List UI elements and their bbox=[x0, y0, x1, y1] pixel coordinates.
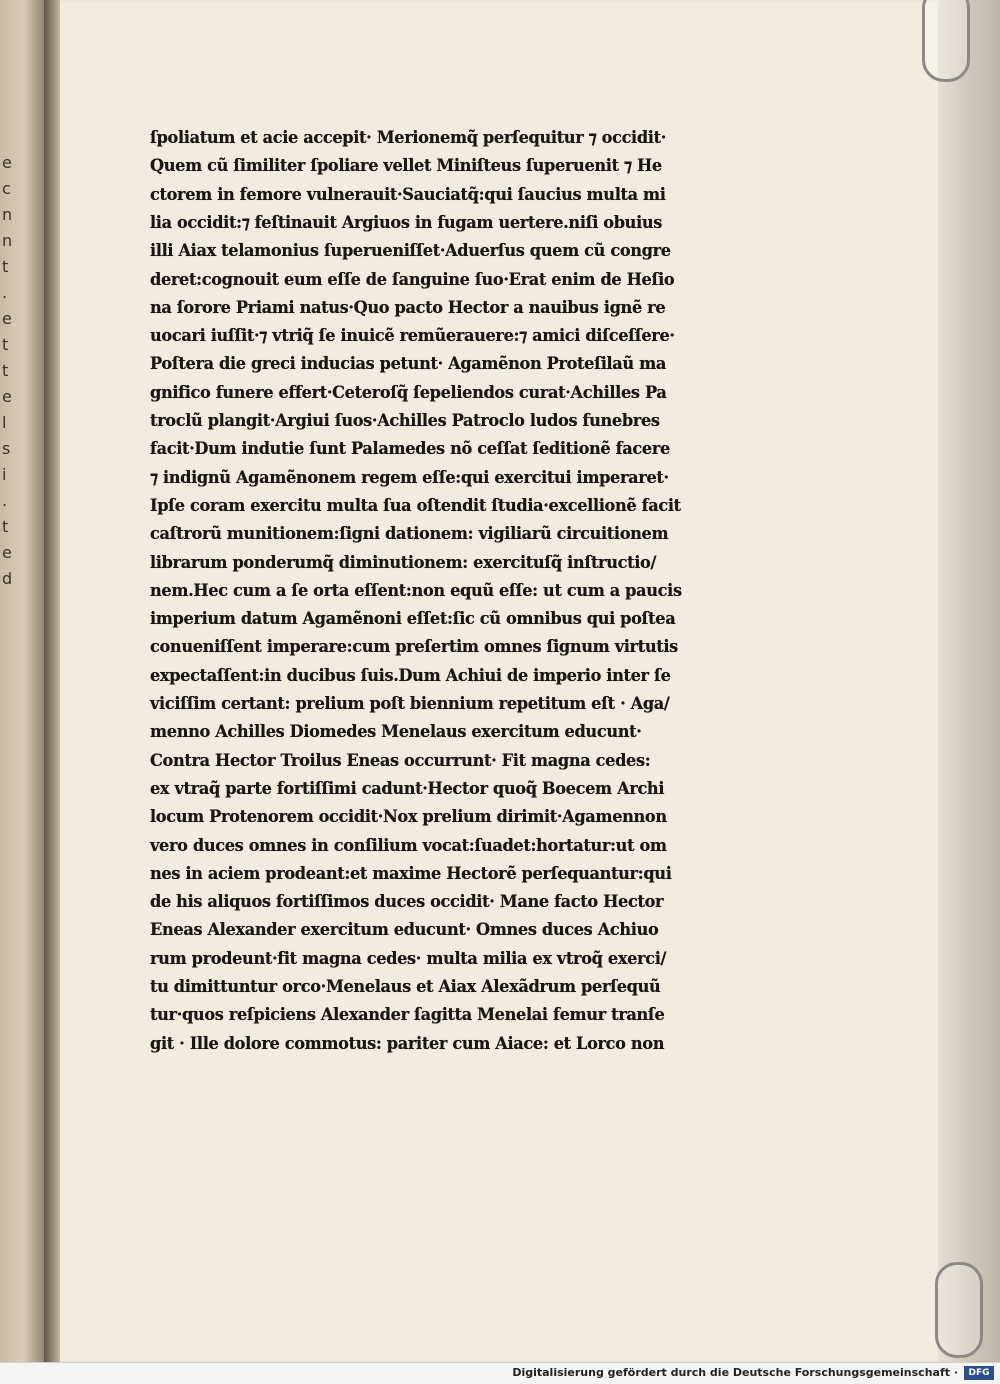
left-page-text-fragments: e c n n t . e t t e l s i . t e d bbox=[2, 153, 13, 588]
text-line: gnifico funere effert·Ceteroſq̃ ſepeliendos curat·Achilles Pa bbox=[150, 382, 667, 402]
text-line: ctorem in femore vulnerauit·Sauciatq̃:qui ſaucius multa mi bbox=[150, 184, 666, 204]
text-line: facit·Dum indutie ſunt Palamedes nõ ceſſat ſeditionẽ facere bbox=[150, 439, 670, 459]
text-line: expectaſſent:in ducibus ſuis.Dum Achiui de imperio inter ſe bbox=[150, 665, 671, 685]
text-line: librarum ponderumq̃ diminutionem: exercituſq̃ inſtructio/ bbox=[150, 552, 657, 572]
text-line: menno Achilles Diomedes Menelaus exercitum educunt· bbox=[150, 722, 642, 742]
text-line: viciſſim certant: prelium poſt biennium repetitum eſt · Aga/ bbox=[150, 694, 670, 713]
text-line: conueniſſent imperare:cum preſertim omnes ſignum virtutis bbox=[150, 637, 678, 657]
text-line: imperium datum Agamẽnoni eſſet:ſic cũ omnibus qui poſtea bbox=[150, 609, 676, 629]
dfg-logo: DFG bbox=[964, 1366, 994, 1380]
text-line: ⁊ indignũ Agamẽnonem regem eſſe:qui exercitui imperaret· bbox=[150, 467, 669, 487]
text-line: na ſorore Priami natus·Quo pacto Hector a nauibus ignẽ re bbox=[150, 297, 666, 317]
text-line: tu dimittuntur orco·Menelaus et Aiax Alexãdrum perſequũ bbox=[150, 977, 661, 996]
text-line: locum Protenorem occidit·Nox prelium dirimit·Agamennon bbox=[150, 807, 667, 827]
text-line: uocari iuſſit·⁊ vtriq̃ ſe inuicẽ remũerauere:⁊ amici diſceſſere· bbox=[150, 326, 675, 346]
text-line: deret:cognouit eum eſſe de ſanguine ſuo·Erat enim de Heſio bbox=[150, 269, 675, 289]
left-page-edge bbox=[0, 0, 44, 1362]
text-line: de his aliquos fortiſſimos duces occidit· Mane facto Hector bbox=[150, 892, 664, 912]
text-line: Eneas Alexander exercitum educunt· Omnes duces Achiuo bbox=[150, 920, 659, 940]
text-line: troclũ plangit·Argiui ſuos·Achilles Patroclo ludos funebres bbox=[150, 411, 660, 430]
text-block bbox=[150, 124, 715, 1053]
text-line: Quem cũ ſimiliter ſpoliare vellet Miniſteus ſuperuenit ⁊ He bbox=[150, 156, 662, 176]
text-line: ſpoliatum et acie accepit· Merionemq̃ perſequitur ⁊ occidit· bbox=[150, 128, 667, 147]
text-line: rum prodeunt·fit magna cedes· multa milia ex vtroq̃ exerci/ bbox=[150, 948, 667, 968]
text-line: ex vtraq̃ parte fortiſſimi cadunt·Hector quoq̃ Boecem Archi bbox=[150, 778, 665, 798]
text-line: lia occidit:⁊ feſtinauit Argiuos in fugam uertere.niſi obuius bbox=[150, 212, 663, 232]
text-line: nes in aciem prodeant:et maxime Hectorẽ perſequantur:qui bbox=[150, 863, 672, 883]
text-line: Ipſe coram exercitu multa ſua oſtendit ſtudia·excellionẽ facit bbox=[150, 495, 681, 515]
text-line: nem.Hec cum a ſe orta eſſent:non equũ eſſe: ut cum a paucis bbox=[150, 580, 682, 600]
text-line: caſtrorũ munitionem:ſigni dationem: vigiliarũ circuitionem bbox=[150, 524, 669, 544]
text-line: illi Aiax telamonius ſuperueniſſet·Aduerſus quem cũ congre bbox=[150, 241, 671, 261]
text-line: tur·quos reſpiciens Alexander ſagitta Menelai femur tranſe bbox=[150, 1005, 665, 1025]
footer-credit: Digitalisierung gefördert durch die Deutsche Forschungsgemeinschaft · bbox=[512, 1366, 958, 1379]
footer-bar bbox=[0, 1362, 1000, 1384]
page-clip-top bbox=[922, 0, 970, 82]
page-clip-bottom bbox=[935, 1262, 983, 1358]
text-line: Poſtera die greci inducias petunt· Agamẽnon Proteſilaũ ma bbox=[150, 354, 666, 374]
page-right-edge bbox=[938, 0, 1000, 1362]
text-line: Contra Hector Troilus Eneas occurrunt· Fit magna cedes: bbox=[150, 750, 651, 770]
text-line: git · Ille dolore commotus: pariter cum Aiace: et Lorco non bbox=[150, 1033, 665, 1053]
text-line: vero duces omnes in conſilium vocat:ſuadet:hortatur:ut om bbox=[150, 835, 667, 855]
